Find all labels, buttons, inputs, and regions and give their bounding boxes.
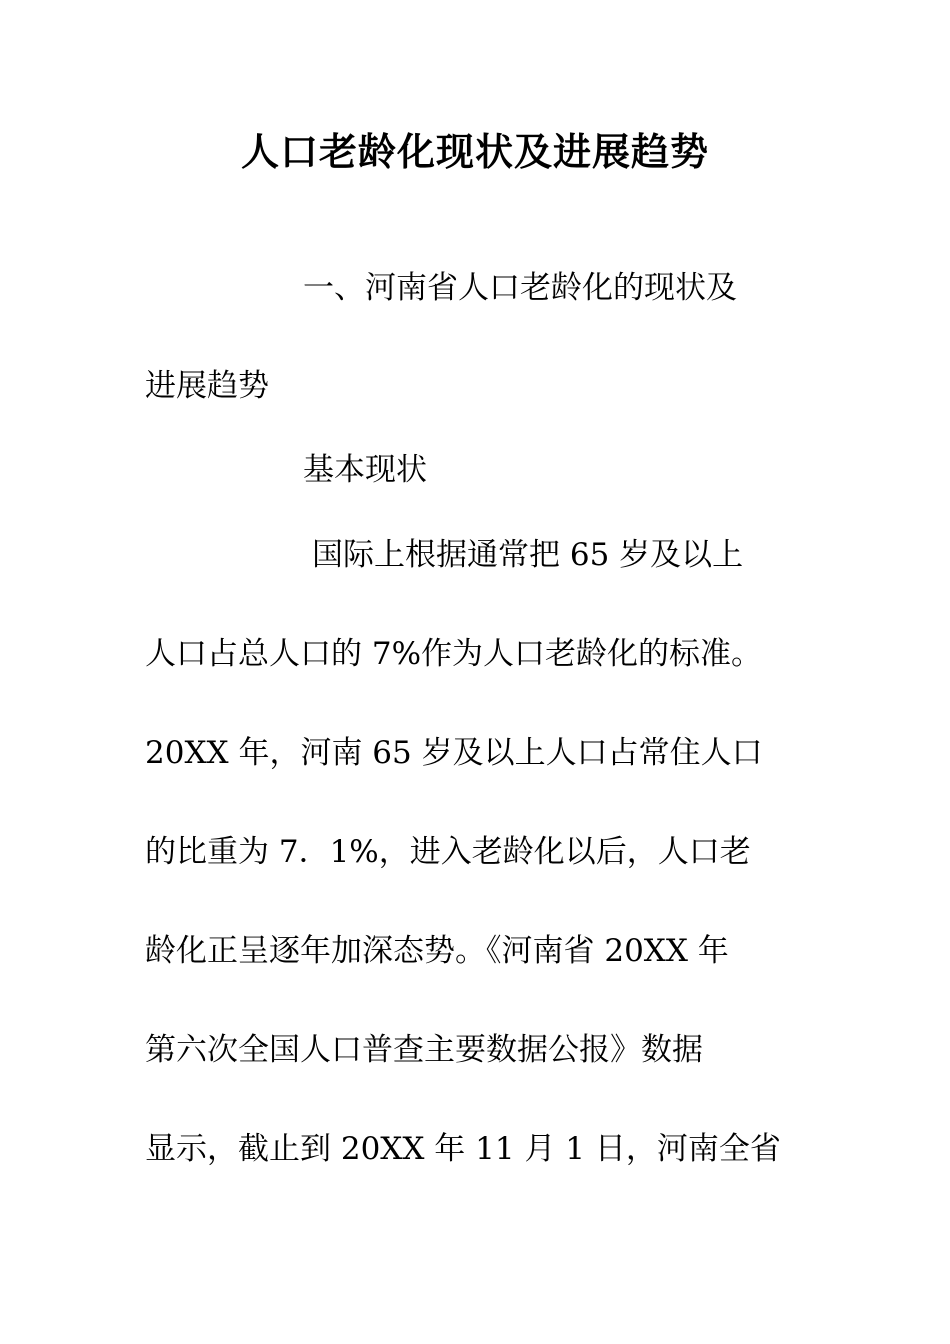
document-title: 人口老龄化现状及进展趋势 — [240, 129, 709, 174]
body-line-1: 国际上根据通常把 65 岁及以上 — [312, 537, 744, 573]
body-line-2: 人口占总人口的 7%作为人口老龄化的标准。 — [145, 636, 763, 672]
body-line-6: 第六次全国人口普查主要数据公报》数据 — [145, 1032, 703, 1068]
section-heading-line-2: 进展趋势 — [145, 368, 269, 404]
body-line-4: 的比重为 7．1%，进入老龄化以后，人口老 — [145, 834, 751, 870]
section-heading-line-1: 一、河南省人口老龄化的现状及 — [303, 270, 737, 306]
body-line-5: 龄化正呈逐年加深态势。《河南省 20XX 年 — [145, 933, 729, 969]
body-line-7: 显示，截止到 20XX 年 11 月 1 日，河南全省 — [145, 1131, 781, 1167]
subheading: 基本现状 — [303, 452, 427, 488]
body-line-3: 20XX 年，河南 65 岁及以上人口占常住人口 — [145, 735, 763, 771]
